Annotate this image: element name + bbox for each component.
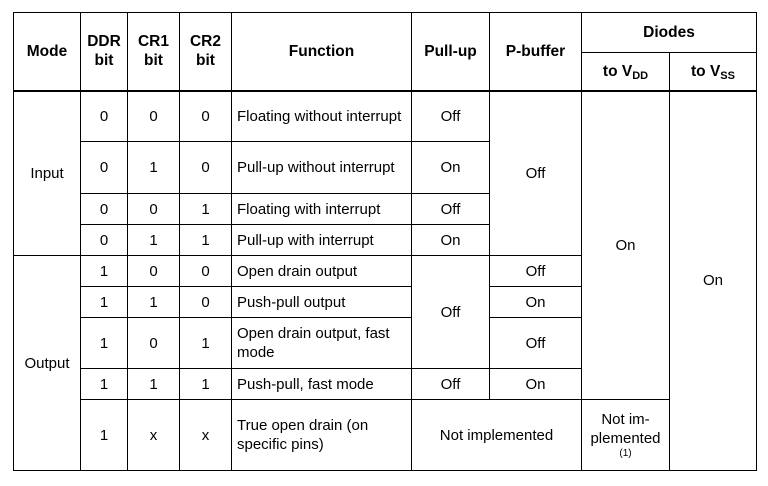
cr1-cell: 1	[128, 287, 180, 318]
function-cell: Open drain output, fast mode	[232, 318, 412, 369]
pullup-cell: Off	[412, 194, 490, 225]
cr1-cell: 0	[128, 256, 180, 287]
ddr-cell: 1	[81, 369, 128, 400]
vdd-not-implemented-text: Not im-plemented	[590, 411, 661, 447]
header-function: Function	[232, 13, 412, 91]
ddr-cell: 0	[81, 194, 128, 225]
footnote-ref: (1)	[619, 448, 632, 459]
ddr-cell: 1	[81, 256, 128, 287]
pbuffer-input-cell: Off	[490, 91, 582, 256]
cr1-cell: 1	[128, 142, 180, 194]
cr2-cell: 0	[180, 256, 232, 287]
cr2-cell: 0	[180, 142, 232, 194]
function-cell: Push-pull, fast mode	[232, 369, 412, 400]
header-cr2: CR2 bit	[180, 13, 232, 91]
to-vss-cell: On	[670, 91, 757, 471]
function-cell: Push-pull output	[232, 287, 412, 318]
cr1-cell: 1	[128, 369, 180, 400]
pbuffer-cell: On	[490, 287, 582, 318]
function-cell: Floating with interrupt	[232, 194, 412, 225]
cr1-cell: 0	[128, 91, 180, 142]
header-ddr: DDR bit	[81, 13, 128, 91]
header-to-vdd	[582, 53, 670, 91]
function-cell: Pull-up with interrupt	[232, 225, 412, 256]
mode-output: Output	[14, 256, 81, 471]
cr1-cell: 0	[128, 194, 180, 225]
port-config-table	[13, 12, 757, 471]
cr2-cell: 1	[180, 194, 232, 225]
cr2-cell: 1	[180, 369, 232, 400]
ddr-cell: 0	[81, 142, 128, 194]
header-diodes: Diodes	[582, 13, 757, 53]
cr2-cell: 0	[180, 91, 232, 142]
header-to-vss-main: to V	[691, 62, 721, 80]
pullup-cell: Off	[412, 91, 490, 142]
function-cell: True open drain (on specific pins)	[232, 400, 412, 471]
header-pullup: Pull-up	[412, 13, 490, 91]
function-cell: Floating without interrupt	[232, 91, 412, 142]
cr2-cell: 1	[180, 318, 232, 369]
header-to-vdd-main: to V	[602, 62, 633, 80]
pullup-output-cell: Off	[412, 256, 490, 369]
header-mode: Mode	[14, 13, 81, 91]
ddr-cell: 0	[81, 225, 128, 256]
cr2-cell: x	[180, 400, 232, 471]
pbuffer-cell: Off	[490, 318, 582, 369]
to-vdd-cell: On	[582, 91, 670, 400]
header-to-vss	[670, 53, 757, 91]
cr1-cell: x	[128, 400, 180, 471]
ddr-cell: 0	[81, 91, 128, 142]
cr2-cell: 1	[180, 225, 232, 256]
pullup-cell: On	[412, 225, 490, 256]
table-row	[14, 400, 757, 471]
function-cell: Pull-up without interrupt	[232, 142, 412, 194]
pullup-cell: On	[412, 142, 490, 194]
ddr-cell: 1	[81, 318, 128, 369]
ddr-cell: 1	[81, 400, 128, 471]
header-pbuffer: P-buffer	[490, 13, 582, 91]
table-row	[14, 91, 757, 142]
mode-input: Input	[14, 91, 81, 256]
vdd-not-implemented-cell	[582, 400, 670, 471]
header-to-vss-sub: SS	[720, 69, 735, 82]
cr1-cell: 1	[128, 225, 180, 256]
cr2-cell: 0	[180, 287, 232, 318]
pullup-cell: Off	[412, 369, 490, 400]
pbuffer-cell: On	[490, 369, 582, 400]
cr1-cell: 0	[128, 318, 180, 369]
header-cr1: CR1 bit	[128, 13, 180, 91]
function-cell: Open drain output	[232, 256, 412, 287]
header-to-vdd-sub: DD	[632, 69, 649, 82]
ddr-cell: 1	[81, 287, 128, 318]
not-implemented-cell: Not implemented	[412, 400, 582, 471]
pbuffer-cell: Off	[490, 256, 582, 287]
